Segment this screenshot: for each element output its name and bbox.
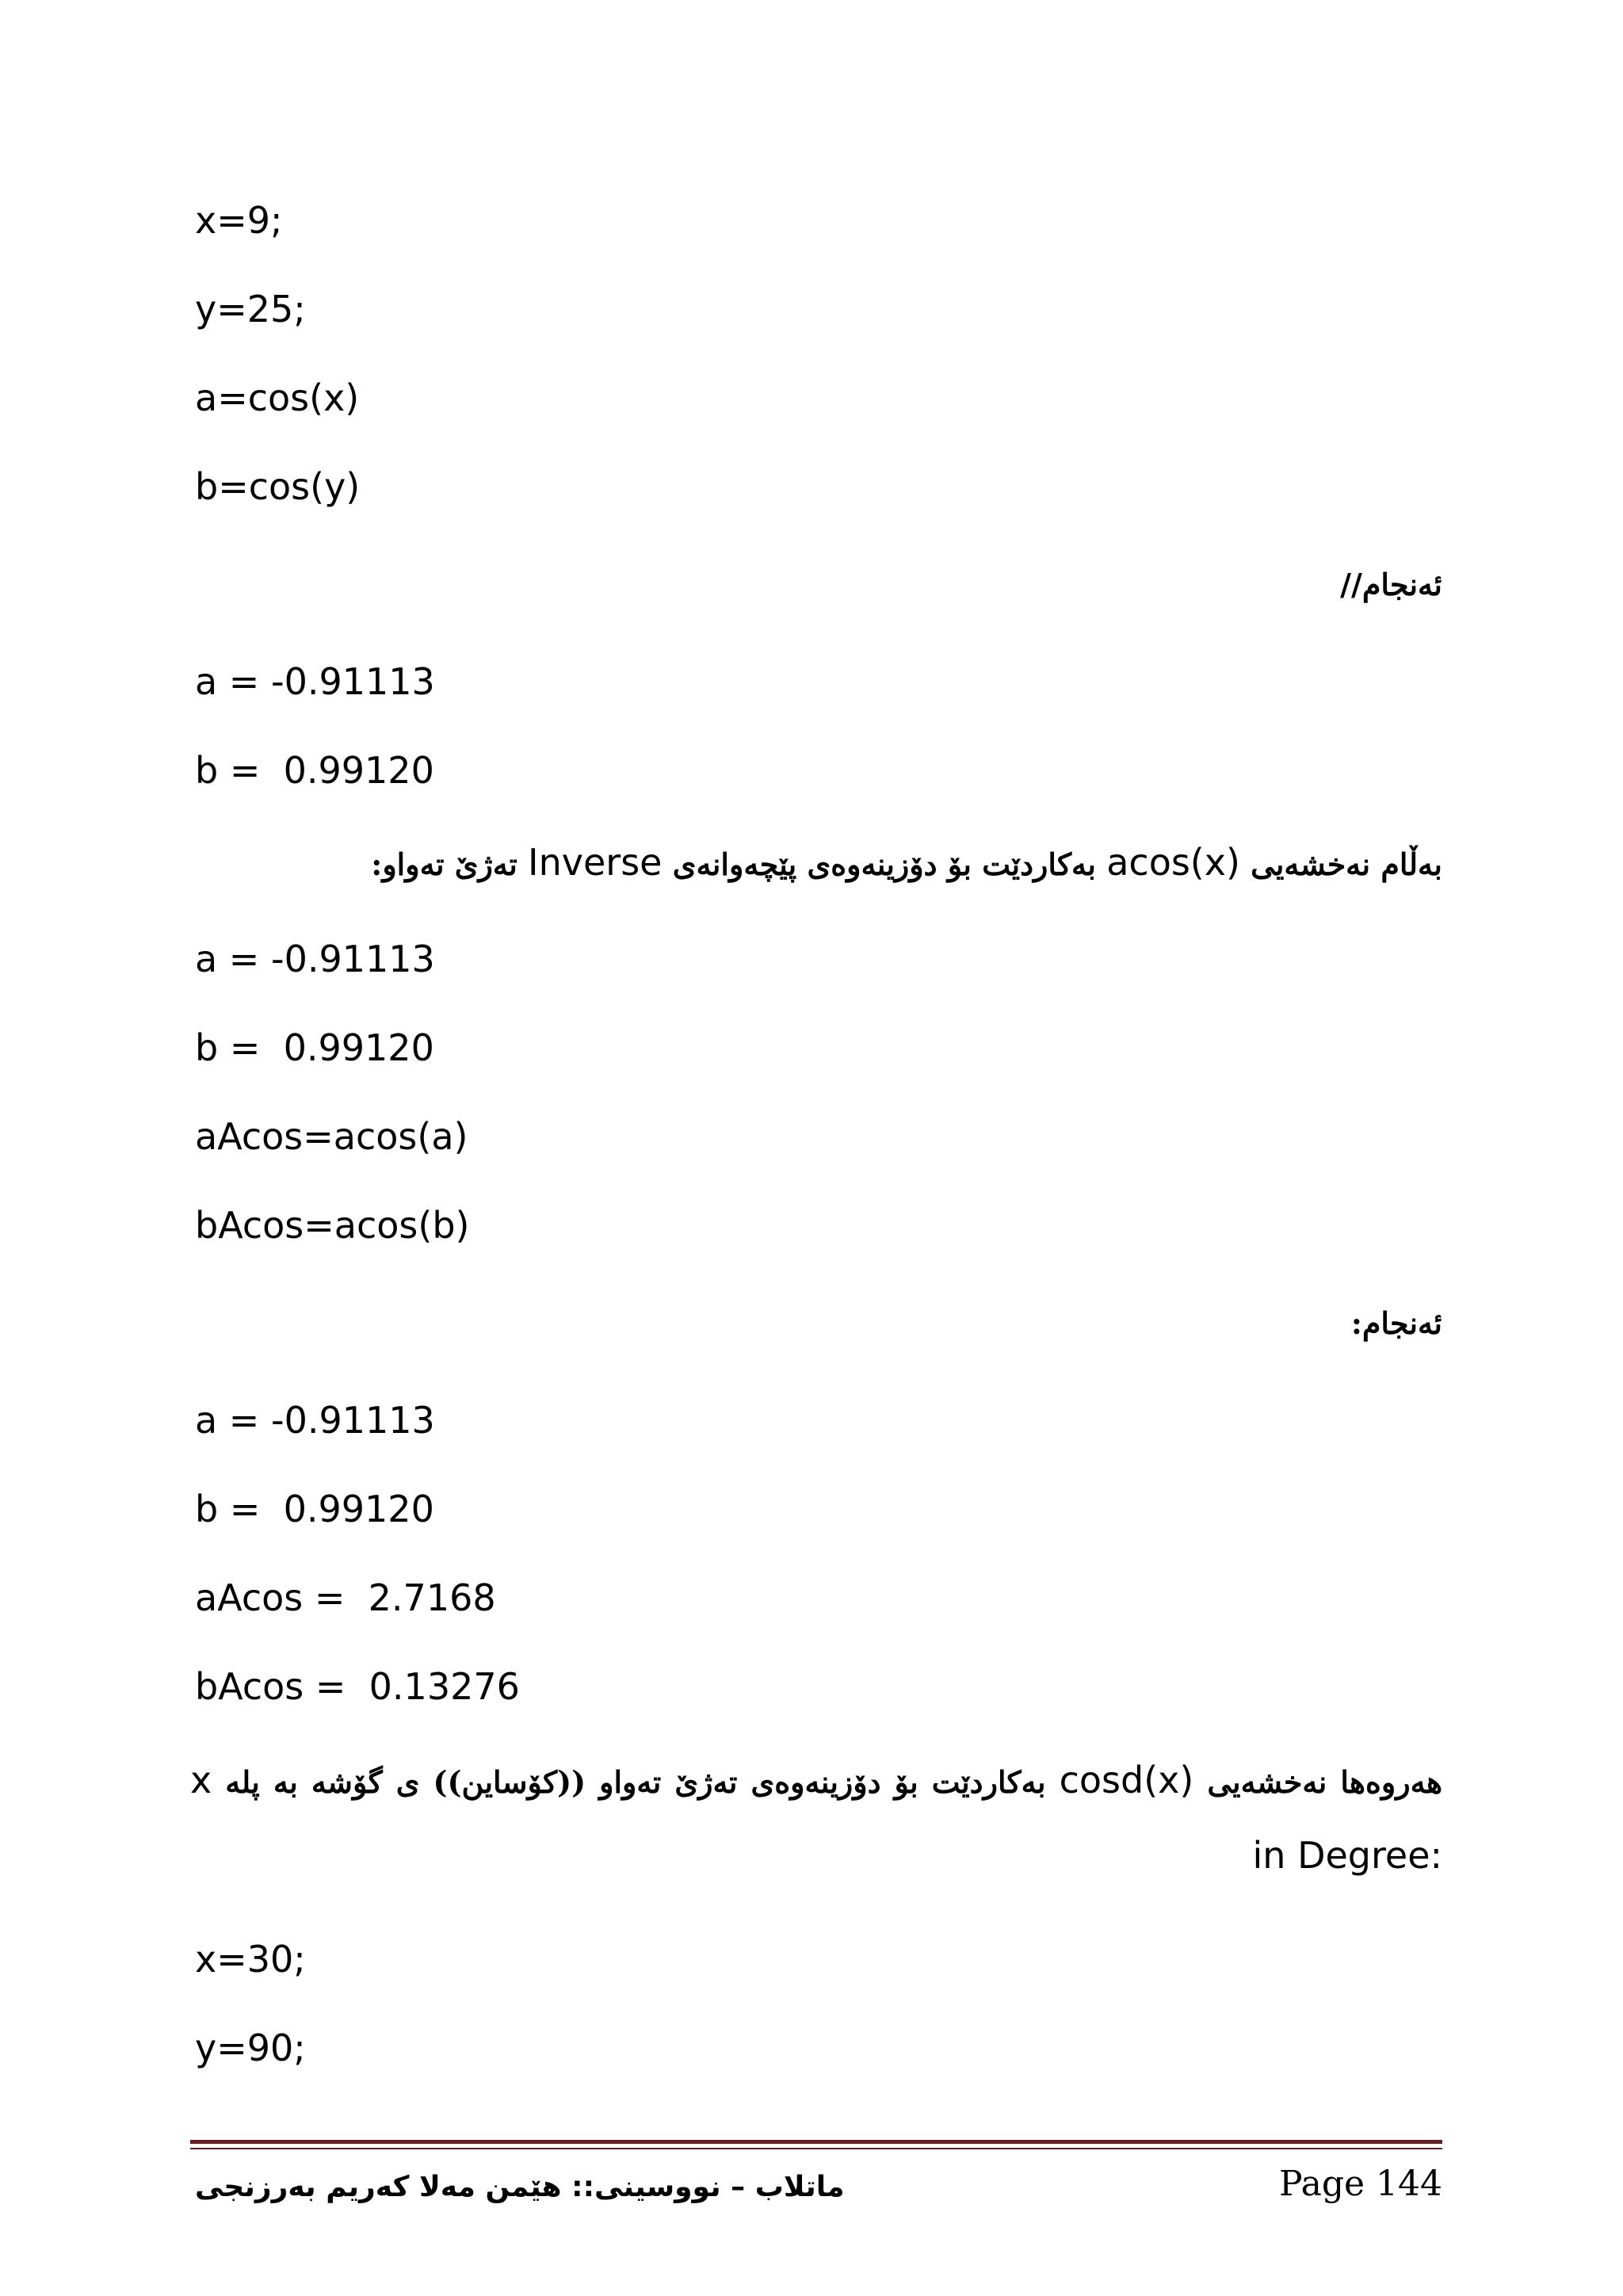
function-name: cosd(x) xyxy=(1059,1759,1194,1801)
code-line: a=cos(x) xyxy=(195,376,360,419)
page-number: Page 144 xyxy=(1278,2164,1442,2204)
output-line: a = -0.91113 xyxy=(195,660,435,703)
term-degree: x in Degree: xyxy=(190,1759,1442,1877)
output-line: b = 0.99120 xyxy=(195,749,434,792)
code-line: a = -0.91113 xyxy=(195,938,435,980)
code-line: x=30; xyxy=(195,1938,306,1981)
function-name: acos(x) xyxy=(1106,841,1240,884)
output-line: a = -0.91113 xyxy=(195,1399,435,1442)
text-segment: بەکاردێت بۆ دۆزینەوەی پێچەوانەی xyxy=(662,846,1107,882)
cosd-description xyxy=(190,1744,1442,1894)
output-line: bAcos = 0.13276 xyxy=(195,1665,520,1708)
text-segment: تەژێ تەواو: xyxy=(371,846,529,882)
code-line: y=25; xyxy=(195,288,306,330)
code-line: y=90; xyxy=(195,2027,306,2069)
text-segment: بەکاردێت بۆ دۆزینەوەی تەژێ تەواو ((کۆساین)) ی گۆشە بە پلە xyxy=(212,1764,1060,1800)
text-segment: هەروەها نەخشەیی xyxy=(1193,1764,1442,1800)
code-line: x=9; xyxy=(195,199,283,242)
term-inverse: Inverse xyxy=(528,841,663,884)
result-heading: ئەنجام: xyxy=(1350,1305,1442,1341)
code-line: b=cos(y) xyxy=(195,465,361,508)
footer-rule xyxy=(190,2140,1442,2144)
text-segment: بەڵام نەخشەیی xyxy=(1239,846,1442,882)
code-line: bAcos=acos(b) xyxy=(195,1204,470,1247)
footer-rule-thin xyxy=(190,2148,1442,2149)
acos-description xyxy=(371,840,1442,887)
code-line: aAcos=acos(a) xyxy=(195,1115,468,1158)
footer-author: ماتلاب – نووسینی:: هێمن مەلا کەریم بەرزنجی xyxy=(195,2171,845,2203)
output-line: aAcos = 2.7168 xyxy=(195,1576,496,1619)
output-line: b = 0.99120 xyxy=(195,1488,434,1530)
result-heading: ئەنجام// xyxy=(1340,567,1442,602)
code-line: b = 0.99120 xyxy=(195,1026,434,1069)
